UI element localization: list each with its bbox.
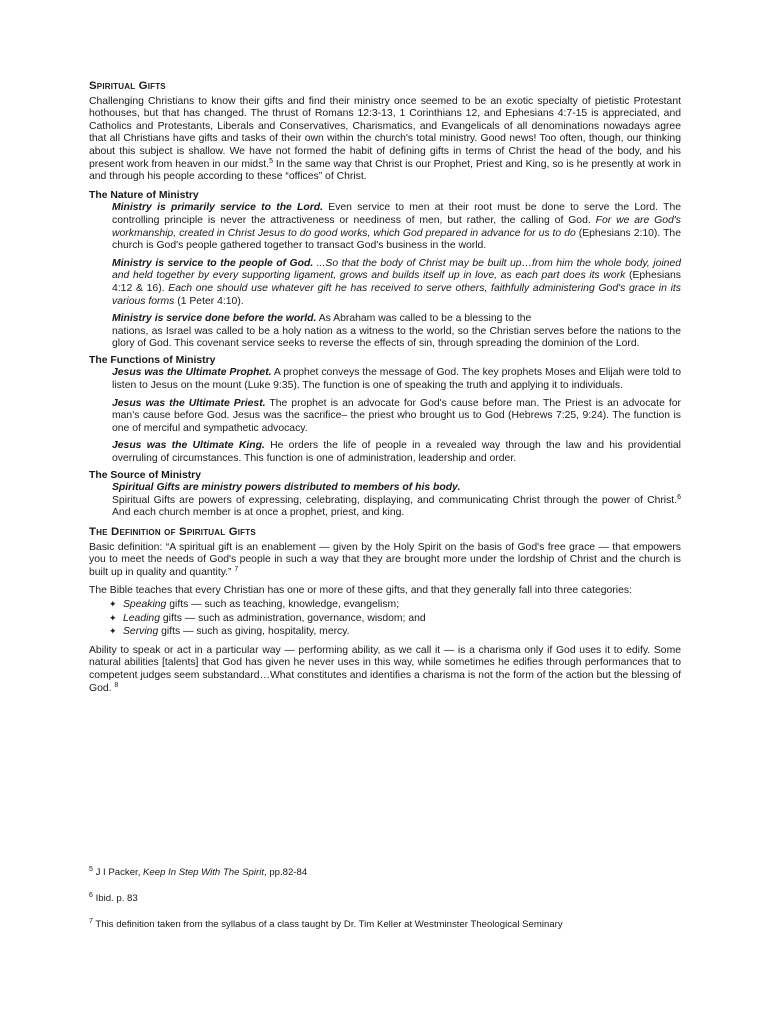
footnote-ref-8: 8 [114, 681, 119, 689]
nature-item-1-ref: (Ephesians 2:10). The church is God's people gathered together to transact God's business in the world. [112, 227, 681, 252]
nature-item-1-lead: Ministry is primarily service to the Lord. [112, 202, 324, 214]
footnote-number: 7 [89, 918, 93, 925]
functions-item-priest-text: The prophet is an advocate for God's cause before man. The Priest is an advocate for man's cause before God. Jesus was the sacrifice– the priest who brought us to God (Hebrews 7:25, 9:24). The function is one of merciful and sympathetic advocacy. [112, 397, 681, 434]
functions-item-king [112, 440, 681, 465]
footnote-5 [89, 867, 689, 879]
closing-paragraph [89, 645, 681, 695]
category-name: Speaking [123, 598, 167, 610]
footnote-6 [89, 893, 689, 905]
footnote-pages: , pp.82-84 [264, 867, 308, 878]
nature-item-2-quote-1: ...So that the body of Christ may be built up…from him the whole body, joined and held together by every supporting ligament, grows and builds itself up in love, as each part does its work [112, 257, 681, 282]
category-text: gifts — such as administration, governance, wisdom; and [159, 612, 426, 624]
footnote-7 [89, 919, 689, 931]
intro-paragraph [89, 96, 681, 184]
nature-item-3-line-1: As Abraham was called to be a blessing to the [316, 313, 532, 325]
source-item-text: Spiritual Gifts are powers of expressing, celebrating, displaying, and communicating Christ through the power of Christ. [112, 494, 678, 506]
category-name: Serving [123, 626, 159, 638]
heading-nature-of-ministry: The Nature of Ministry [89, 189, 199, 201]
category-text: gifts — such as giving, hospitality, mercy. [158, 626, 350, 638]
bullet-icon: ✦ [109, 626, 117, 637]
footnotes [89, 867, 689, 945]
category-text: gifts — such as teaching, knowledge, evangelism; [166, 598, 400, 610]
functions-item-king-lead: Jesus was the Ultimate King. [112, 440, 265, 452]
list-item [109, 612, 681, 626]
footnote-number: 6 [89, 892, 93, 899]
bullet-icon: ✦ [109, 598, 117, 609]
nature-item-2 [112, 258, 681, 308]
list-item [109, 625, 681, 639]
bullet-icon: ✦ [109, 612, 117, 623]
footnote-ref-6: 6 [677, 493, 681, 501]
footnote-ref-7: 7 [234, 565, 239, 573]
source-item [112, 482, 681, 520]
categories-list [89, 598, 681, 639]
source-item-tail: And each church member is at once a prophet, priest, and king. [112, 507, 405, 519]
category-name: Leading [123, 612, 160, 624]
categories-intro: The Bible teaches that every Christian has one or more of these gifts, and that they generally fall into three categories: [89, 585, 632, 597]
nature-item-1-quote: For we are God's workmanship, created in Christ Jesus to do good works, which God prepared in advance for us to do [112, 214, 681, 239]
functions-item-priest [112, 398, 681, 436]
footnote-ref-5: 5 [269, 157, 273, 165]
functions-item-prophet [112, 367, 681, 392]
definition-text: Basic definition: “A spiritual gift is an enablement — given by the Holy Spirit on the basis of God's free grace — that empowers you to meet the needs of God's people in such a way that they are brought more under the lordship of Christ and the church is built up in quality and quantity.” [89, 541, 681, 578]
nature-item-2-ref-2: (1 Peter 4:10). [174, 295, 244, 307]
nature-item-2-lead: Ministry is service to the people of God. [112, 257, 314, 269]
heading-functions-of-ministry: The Functions of Ministry [89, 354, 216, 366]
nature-item-2-quote-2: Each one should use whatever gift he has received to serve others, faithfully administering God's grace in its various forms [112, 282, 681, 307]
nature-item-2-ref-1: (Ephesians 4:12 & 16). [112, 270, 681, 294]
intro-text: Challenging Christians to know their gifts and find their ministry once seemed to be an exotic specialty of pietistic Protestant hothouses, but that has changed. The thrust of Romans 12:3-13, 1 Corinthians 12, and Ephesians 4:7-15 is appreciated, and Catholics and Protestants, Liberals and Conservatives, Charismatics, and Evangelicals of all denominations nowadays agree that all Christians have gifts and tasks of their own within the church's total ministry. Good news! Too often, though, our thinking about this subject is shallow. We have not formed the habit of defining gifts in terms of Christ the head of the body, and his present work from heaven in our midst. [89, 95, 681, 170]
footnote-text: This definition taken from the syllabus of a class taught by Dr. Tim Keller at Westminster Theological Seminary [92, 919, 563, 930]
footnote-book-title: Keep In Step With The Spirit [143, 867, 264, 878]
functions-item-priest-lead: Jesus was the Ultimate Priest. [112, 397, 266, 409]
closing-text: Ability to speak or act in a particular way — performing ability, as we call it — is a charisma only if God uses it to edify. Some natural abilities [talents] that God has given he never uses in this way, while sometimes he edifies through performances that to competent judges seem substandard…What constitutes and identifies a charisma is not the form of the action but the blessing of God. [89, 644, 681, 694]
functions-item-prophet-text: A prophet conveys the message of God. The key prophets Moses and Elijah were told to listen to Jesus on the mount (Luke 9:35). The function is one of speaking the truth and applying it to individuals. [112, 367, 681, 392]
section-title-spiritual-gifts: Spiritual Gifts [89, 80, 166, 92]
functions-item-prophet-lead: Jesus was the Ultimate Prophet. [112, 367, 272, 379]
nature-item-1-text: Even service to men at their root must be done to serve the Lord. The controlling principle is never the attractiveness or neediness of men, but rather, the calling of God. [112, 202, 682, 226]
nature-item-3-text: nations, as Israel was called to be a holy nation as a witness to the world, so the Christian serves before the nations to the glory of God. This covenant service seeks to reverse the effects of sin, through spreading the dominion of the Lord. [112, 325, 681, 350]
footnote-text: Ibid. p. 83 [92, 893, 138, 904]
footnote-text: J I Packer, [92, 867, 144, 878]
nature-item-1 [112, 202, 681, 252]
document-body [89, 80, 681, 701]
nature-item-3-lead: Ministry is service done before the world. [112, 313, 317, 325]
section-title-definition: The Definition of Spiritual Gifts [89, 526, 256, 538]
source-item-lead: Spiritual Gifts are ministry powers distributed to members of his body. [112, 482, 461, 494]
intro-tail: In the same way that Christ is our Prophet, Priest and King, so is he presently at work in and through his people according to these “offices” of Christ. [89, 158, 681, 183]
definition-paragraph [89, 542, 681, 580]
footnote-number: 5 [89, 866, 93, 873]
nature-item-3 [112, 313, 681, 351]
list-item [109, 598, 681, 612]
functions-item-king-text: He orders the life of people in a revealed way through the law and his providential overruling of circumstances. This function is one of administration, leadership and order. [112, 440, 681, 465]
heading-source-of-ministry: The Source of Ministry [89, 469, 202, 481]
